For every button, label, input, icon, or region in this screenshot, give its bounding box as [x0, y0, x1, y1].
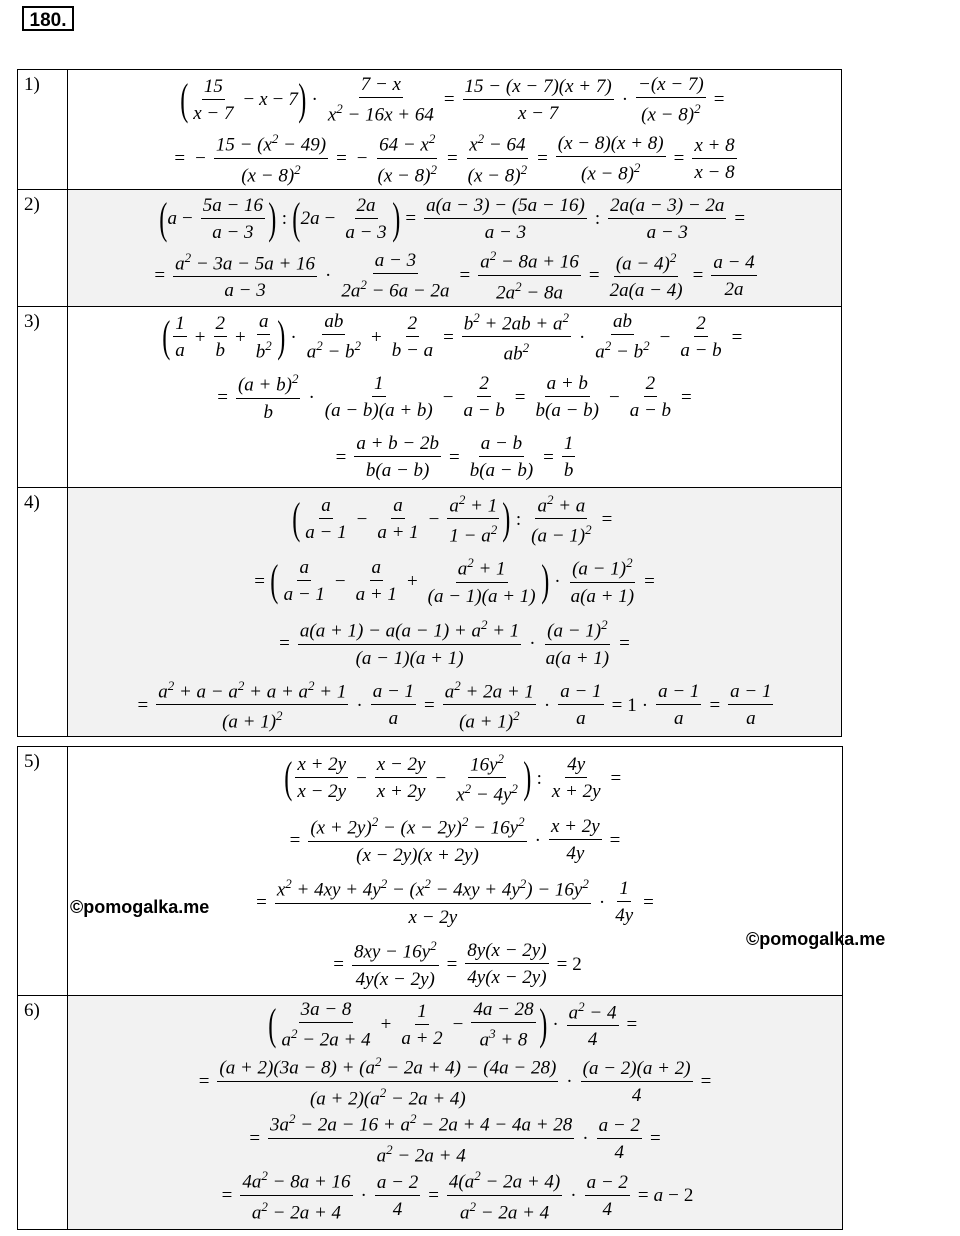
watermark-right: ©pomogalka.me	[746, 929, 886, 949]
math-line: = $\frac{a(a + 1) - a(a - 1) + a^2 + 1}{(a - 1)(a + 1)}$ · $\frac{(a - 1)^2}{a(a + 1)}$ =	[279, 617, 630, 669]
math-line: = $\frac{a + b - 2b}{b(a - b)}$ = $\frac{a - b}{b(a - b)}$ = $\frac{1}{b}$	[335, 433, 574, 481]
problem-work	[68, 996, 843, 1230]
problem-row-2	[18, 190, 842, 307]
problem-label: 4)	[18, 488, 68, 737]
problem-work	[68, 70, 842, 190]
math-line: = $\frac{(a + b)^2}{b}$ · 1 (a − b)(a + b) − $\frac{2}{a - b}$ = $\frac{a + b}{b(a - b)}$ − $\frac{2}{a - b}$ =	[217, 371, 692, 423]
solution-table-2	[17, 746, 843, 1230]
problem-row-4	[18, 488, 842, 737]
math-line: = $\frac{8xy - 16y^2}{4y(x - 2y)}$ = $\frac{8y(x - 2y)}{4y(x - 2y)}$ = 2	[333, 938, 582, 990]
math-line: = $\frac{(x + 2y)^2 - (x - 2y)^2 - 16y^2}{(x - 2y)(x + 2y)}$ · $\frac{x + 2y}{4y}$ =	[289, 814, 621, 866]
solution-table-1	[17, 69, 842, 737]
math-line: ( 1 a + $\frac{2}{b}$ + $\frac{a}{b^2}$ ) · ab $a^2 - b^2$ + $\frac{2}{b - a}$ = $\frac{b^2 + 2ab + a^2}{ab^2}$ · ab $a^2 - b^2$ − $\frac{2}{a - b}$ =	[161, 309, 743, 365]
math-line: ( a a − 1 − $\frac{a}{a + 1}$ − $\frac{a^2 + 1}{1 - a^2}$ ) : $\frac{a^2 + a}{(a - 1)^2}$ =	[291, 491, 613, 547]
math-line: = $\frac{x^2 + 4xy + 4y^2 - (x^2 - 4xy + 4y^2) - 16y^2}{x - 2y}$ · $\frac{1}{4y}$ =	[256, 876, 654, 928]
problem-row-6	[18, 996, 843, 1230]
problem-label: 1)	[18, 70, 68, 190]
problem-work	[68, 307, 842, 488]
watermark-left: ©pomogalka.me	[70, 897, 210, 917]
math-line: = ( a a − 1 − $\frac{a}{a + 1}$ + $\frac{a^2 + 1}{(a - 1)(a + 1)}$ ) · $\frac{(a - 1)^2}{a(a + 1)}$ =	[254, 555, 655, 607]
math-line: ( x + 2y x − 2y − $\frac{x - 2y}{x + 2y}$ − $\frac{16y^2}{x^2 - 4y^2}$ ) : $\frac{4y}{x + 2y}$ =	[284, 750, 622, 806]
problem-row-5	[18, 747, 843, 996]
problem-label: 6)	[18, 996, 68, 1230]
math-line: ( 15 x − 7 − x − 7 ) · $\frac{7 - x}{x^2 - 16x + 64}$ = $\frac{15 - (x - 7)(x + 7)}{x - 7}$ · $\frac{-(x - 7)}{(x - 8)^2}$ =	[179, 73, 725, 126]
problem-label: 2)	[18, 190, 68, 307]
math-line: = $\frac{3a^2 - 2a - 16 + a^2 - 2a + 4 - 4a + 28}{a^2 - 2a + 4}$ · $\frac{a - 2}{4}$ =	[249, 1111, 661, 1166]
math-line: = $\frac{a^2 + a - a^2 + a + a^2 + 1}{(a + 1)^2}$ · $\frac{a - 1}{a}$ = $\frac{a^2 + 2a + 1}{(a + 1)^2}$ · $\frac{a - 1}{a}$ = 1 · $\frac{a - 1}{a}$ = $\frac{a - 1}{a}$	[137, 677, 772, 733]
problem-label: 5)	[18, 747, 68, 996]
math-line: = $\frac{(a + 2)(3a - 8) + (a^2 - 2a + 4) - (4a - 28)}{(a + 2)(a^2 - 2a + 4)}$ · $\frac{(a - 2)(a + 2)}{4}$ =	[198, 1054, 712, 1109]
problem-row-1	[18, 70, 842, 190]
problem-label: 3)	[18, 307, 68, 488]
problem-row-3	[18, 307, 842, 488]
math-line: ( a − $\frac{5a - 16}{a - 3}$ ) : ( 2a − $\frac{2a}{a - 3}$ ) = $\frac{a(a - 3) - (5a - 16)}{a - 3}$ : $\frac{2a(a - 3) - 2a}{a - 3}$ =	[159, 193, 746, 243]
math-line: ( 3a − 8 $a^2 - 2a + 4$ + $\frac{1}{a + 2}$ − $\frac{4a - 28}{a^3 + 8}$ ) · $\frac{a^2 - 4}{4}$ =	[268, 998, 638, 1051]
problem-work	[68, 747, 843, 996]
problem-number: 180.	[22, 6, 74, 31]
problem-work	[68, 488, 842, 737]
math-line: = $\frac{4a^2 - 8a + 16}{a^2 - 2a + 4}$ · $\frac{a - 2}{4}$ = $\frac{4(a^2 - 2a + 4)}{a^2 - 2a + 4}$ · $\frac{a - 2}{4}$ = a − 2	[221, 1168, 694, 1223]
problem-work	[68, 190, 842, 307]
math-line: = − $\frac{15 - (x^2 - 49)}{(x - 8)^2}$ = − $\frac{64 - x^2}{(x - 8)^2}$ = $\frac{x^2 - 64}{(x - 8)^2}$ = $\frac{(x - 8)(x + 8)}{(x - 8)^2}$ = $\frac{x + 8}{x - 8}$	[174, 131, 735, 186]
math-line: = $\frac{a^2 - 3a - 5a + 16}{a - 3}$ · $\frac{a - 3}{2a^2 - 6a - 2a}$ = $\frac{a^2 - 8a + 16}{2a^2 - 8a}$ = $\frac{(a - 4)^2}{2a(a - 4)}$ = $\frac{a - 4}{2a}$	[154, 248, 755, 303]
